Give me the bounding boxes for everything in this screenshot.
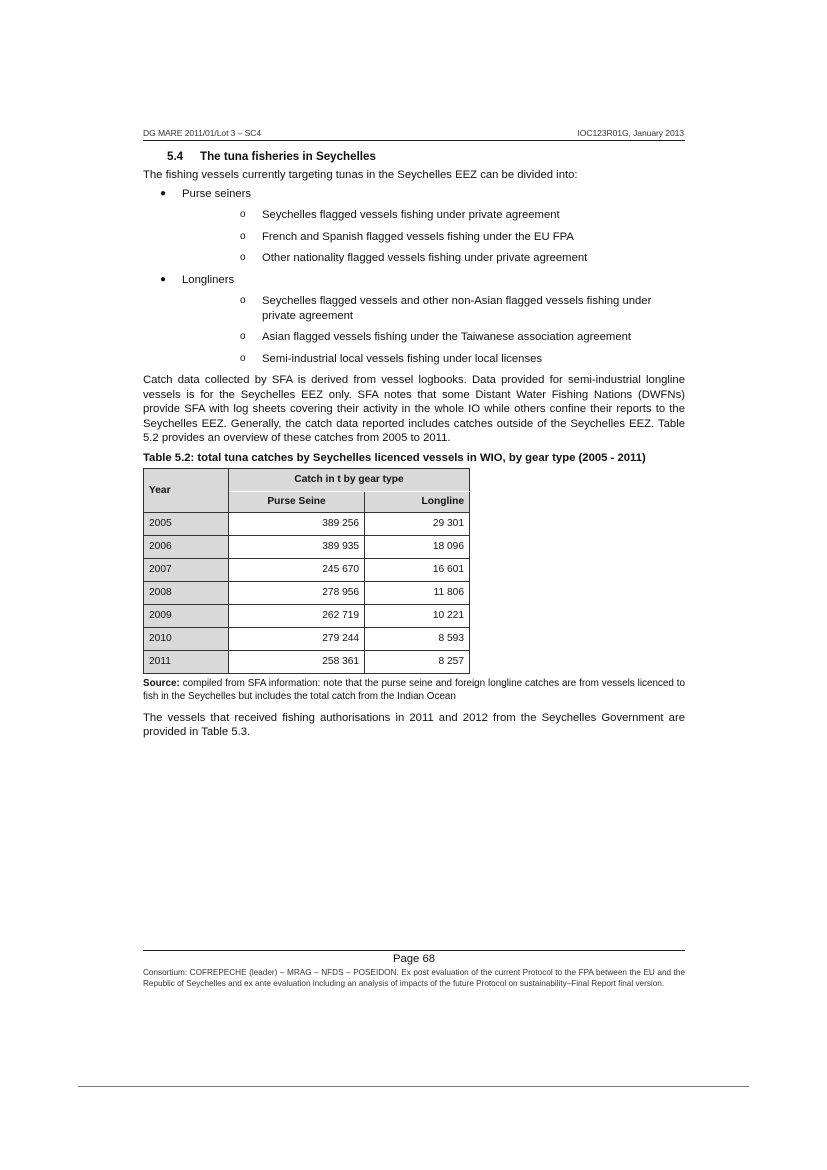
section-heading	[167, 150, 685, 163]
list-item-text: Other nationality flagged vessels fishing under private agreement	[262, 252, 588, 264]
longline-cell: 16 601	[365, 558, 470, 581]
bullet-icon: ●	[160, 187, 167, 199]
table-row	[144, 512, 470, 535]
table-caption: Table 5.2: total tuna catches by Seychelles licenced vessels in WIO, by gear type (2005 - 2011)	[143, 451, 646, 464]
longline-cell: 10 221	[365, 604, 470, 627]
group-label: Purse seiners	[182, 187, 252, 200]
bullet-icon: ●	[160, 273, 167, 285]
list-item-text: Semi-industrial local vessels fishing under local licenses	[262, 352, 543, 365]
source-text: compiled from SFA information: note that the purse seine and foreign longline catches are from vessels licenced to fish in the Seychelles but includes the total catch from the Indian Ocean	[143, 677, 685, 702]
gear-type-header: Catch in t by gear type	[229, 468, 470, 491]
list-item	[220, 330, 685, 345]
sub-list	[182, 294, 685, 366]
circle-bullet-icon: o	[240, 352, 246, 364]
catch-table	[143, 468, 470, 674]
purse-seine-header: Purse Seine	[229, 491, 365, 512]
purse-seine-cell: 279 244	[229, 627, 365, 650]
table-header-row	[144, 468, 470, 491]
header-rule	[143, 140, 685, 141]
list-item-text: Seychelles flagged vessels fishing under private agreement	[262, 209, 560, 221]
year-cell: 2009	[144, 604, 229, 627]
longline-cell: 29 301	[365, 512, 470, 535]
year-cell: 2005	[144, 512, 229, 535]
footer-rule	[143, 950, 685, 951]
purse-seine-cell: 262 719	[229, 604, 365, 627]
table-row	[144, 604, 470, 627]
list-item	[220, 208, 685, 223]
longline-header: Longline	[365, 491, 470, 512]
purse-seine-cell: 389 935	[229, 535, 365, 558]
list-item-purse-seiners	[143, 187, 685, 266]
section-title: The tuna fisheries in Seychelles	[200, 150, 376, 163]
list-item-longliners	[143, 273, 685, 367]
longline-cell: 11 806	[365, 581, 470, 604]
year-cell: 2008	[144, 581, 229, 604]
circle-bullet-icon: o	[240, 331, 246, 342]
purse-seine-cell: 258 361	[229, 650, 365, 673]
sub-list	[182, 208, 685, 266]
list-item-text: Seychelles flagged vessels and other non-Asian flagged vessels fishing under private agreement	[262, 295, 652, 322]
circle-bullet-icon: o	[240, 209, 246, 220]
page-content	[143, 150, 685, 740]
purse-seine-cell: 245 670	[229, 558, 365, 581]
table-row	[144, 535, 470, 558]
circle-bullet-icon: o	[240, 252, 246, 263]
list-item	[220, 294, 685, 323]
year-cell: 2011	[144, 650, 229, 673]
list-item	[220, 230, 685, 245]
page-bottom-rule	[78, 1086, 749, 1087]
page-number: Page 68	[392, 953, 436, 965]
year-cell: 2007	[144, 558, 229, 581]
header-left: DG MARE 2011/01/Lot 3 – SC4	[143, 128, 261, 138]
longline-cell: 8 593	[365, 627, 470, 650]
intro-paragraph: The fishing vessels currently targeting tunas in the Seychelles EEZ can be divided into:	[143, 169, 578, 181]
source-label: Source:	[143, 677, 180, 689]
table-source-note	[143, 677, 685, 703]
year-header: Year	[144, 468, 229, 512]
authorisations-paragraph: The vessels that received fishing authorisations in 2011 and 2012 from the Seychelles Government are provided in Table 5.3.	[143, 711, 685, 738]
year-cell: 2010	[144, 627, 229, 650]
table-row	[144, 581, 470, 604]
purse-seine-cell: 278 956	[229, 581, 365, 604]
list-item	[220, 251, 685, 266]
longline-cell: 18 096	[365, 535, 470, 558]
table-row	[144, 558, 470, 581]
list-item-text: French and Spanish flagged vessels fishing under the EU FPA	[262, 230, 574, 243]
year-cell: 2006	[144, 535, 229, 558]
purse-seine-cell: 389 256	[229, 512, 365, 535]
table-row	[144, 627, 470, 650]
list-item-text: Asian flagged vessels fishing under the Taiwanese association agreement	[262, 331, 632, 343]
footer-note: Consortium: COFREPECHE (leader) – MRAG – NFDS – POSEIDON. Ex post evaluation of the current Protocol to the FPA between the EU and the Republic of Seychelles and ex ante evaluation including an analysis of impacts of the future Protocol on sustainability–Final Report final version.	[143, 968, 685, 988]
circle-bullet-icon: o	[240, 230, 246, 242]
catch-data-paragraph: Catch data collected by SFA is derived from vessel logbooks. Data provided for semi-industrial longline vessels is for the Seychelles EEZ only. SFA notes that some Distant Water Fishing Nations (DWFNs) provide SFA with log sheets covering their activity in the whole IO while others confine their reports to the Seychelles EEZ. Generally, the catch data reported includes catches outside of the Seychelles EEZ. Table 5.2 provides an overview of these catches from 2005 to 2011.	[143, 374, 685, 444]
group-label: Longliners	[182, 273, 235, 286]
list-item	[220, 352, 685, 367]
vessel-groups-list	[143, 187, 685, 367]
circle-bullet-icon: o	[240, 295, 246, 306]
section-number: 5.4	[167, 150, 184, 163]
table-row	[144, 650, 470, 673]
longline-cell: 8 257	[365, 650, 470, 673]
header-right: IOC123R01G, January 2013	[577, 128, 684, 138]
